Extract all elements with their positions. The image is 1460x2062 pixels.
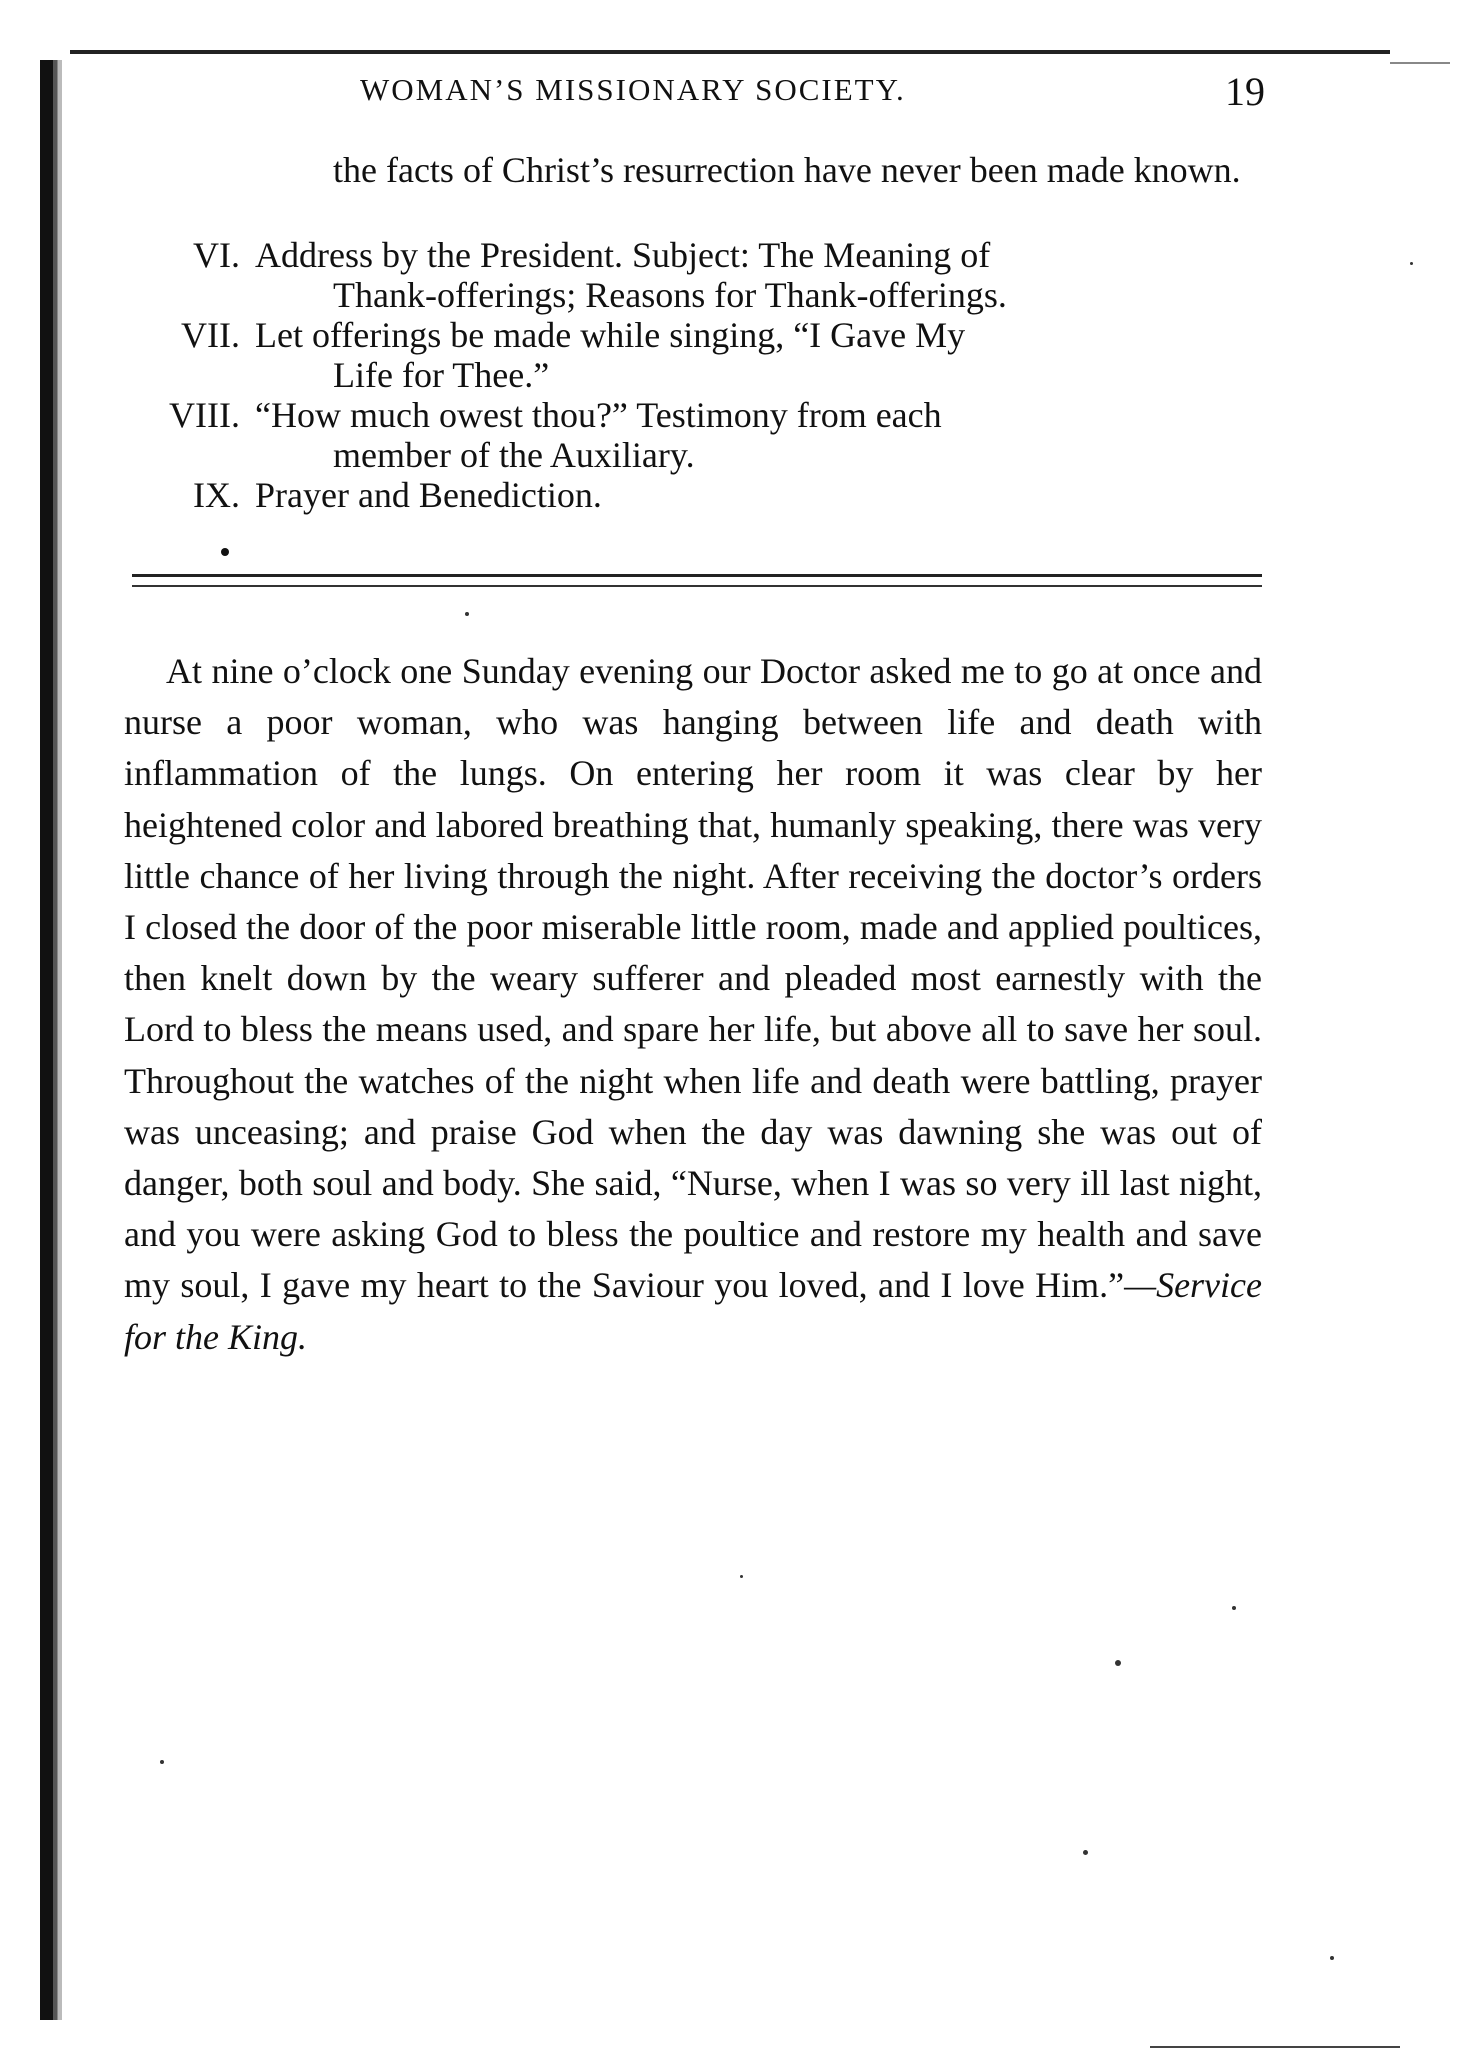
- continuation-text: the facts of Christ’s resurrection have never been made known.: [333, 150, 1241, 190]
- agenda-item: [120, 315, 1270, 395]
- bottom-mark: [1150, 2046, 1400, 2048]
- agenda-text: Address by the President. Subject: The Meaning of: [255, 235, 991, 275]
- agenda-numeral: VIII.: [169, 395, 240, 435]
- agenda-text: “How much owest thou?” Testimony from each: [255, 395, 942, 435]
- agenda-item: [120, 235, 1270, 315]
- story-block: [124, 646, 1262, 1363]
- ink-speck: [1232, 1606, 1236, 1610]
- ink-speck: [1083, 1850, 1088, 1855]
- agenda-numeral: IX.: [193, 475, 240, 515]
- agenda-text-cont: member of the Auxiliary.: [333, 435, 695, 475]
- agenda-item: [120, 475, 1270, 515]
- section-divider: [132, 574, 1262, 577]
- story-body: At nine o’clock one Sunday evening our Doctor asked me to go at once and nurse a poor woman, who was hanging between life and death with inflammation of the lungs. On entering her room it was clear by her heightened color and labored breathing that, humanly speaking, there was very little chance of her living through the night. After receiving the doctor’s orders I closed the door of the poor miserable little room, made and applied poultices, then knelt down by the weary sufferer and pleaded most earnestly with the Lord to bless the means used, and spare her life, but above all to save her soul. Throughout the watches of the night when life and death were battling, prayer was unceasing; and praise God when the day was dawning she was out of danger, both soul and body. She said, “Nurse, when I was so very ill last night, and you were asking God to bless the poultice and restore my health and save my soul, I gave my heart to the Saviour you loved, and I love Him.”: [124, 651, 1262, 1306]
- story-source: —Service for the King.: [124, 1265, 1262, 1357]
- story-paragraph: [124, 646, 1262, 1363]
- ink-speck: [465, 612, 469, 616]
- page-number: 19: [1225, 69, 1265, 114]
- ink-dot: [221, 548, 229, 556]
- running-title: WOMAN’S MISSIONARY SOCIETY.: [360, 72, 906, 107]
- agenda-item: [120, 395, 1270, 475]
- binding-edge: [40, 60, 62, 2020]
- ink-speck: [740, 1575, 743, 1578]
- agenda-text: Let offerings be made while singing, “I Gave My: [255, 315, 966, 355]
- section-divider: [132, 585, 1262, 587]
- ink-speck: [1115, 1660, 1121, 1666]
- agenda-list: [120, 235, 1270, 515]
- ink-speck: [1410, 262, 1413, 265]
- ink-speck: [160, 1760, 164, 1764]
- top-rule: [70, 50, 1390, 54]
- ink-speck: [1330, 1956, 1334, 1960]
- agenda-text: Prayer and Benediction.: [255, 475, 602, 515]
- agenda-numeral: VII.: [181, 315, 240, 355]
- top-rule-fragment: [1390, 62, 1450, 64]
- agenda-text-cont: Life for Thee.”: [333, 355, 550, 395]
- agenda-numeral: VI.: [193, 235, 240, 275]
- agenda-text-cont: Thank-offerings; Reasons for Thank-offerings.: [333, 275, 1007, 315]
